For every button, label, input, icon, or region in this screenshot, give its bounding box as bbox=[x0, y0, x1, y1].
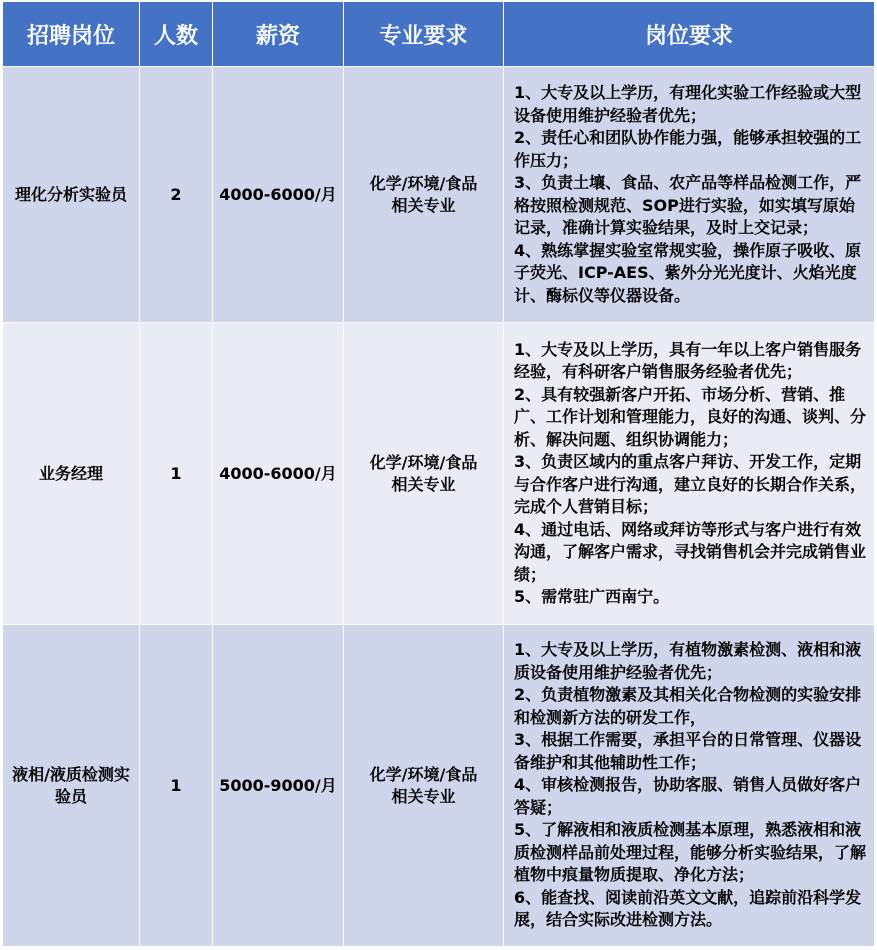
requirement-item: 5、了解液相和液质检测基本原理，熟悉液相和液质检测样品前处理过程，能够分析实验结果，了解植物中痕量物质提取、净化方法； bbox=[514, 820, 867, 885]
major-cell: 化学/环境/食品相关专业 bbox=[344, 323, 504, 625]
count-cell: 2 bbox=[140, 67, 213, 323]
table-row bbox=[3, 67, 875, 323]
requirement-item: 4、审核检测报告，协助客服、销售人员做好客户答疑； bbox=[514, 775, 862, 817]
count-cell: 1 bbox=[140, 625, 213, 947]
requirement-item: 4、熟练掌握实验室常规实验，操作原子吸收、原子荧光、ICP-AES、紫外分光光度计、火焰光度计、酶标仪等仪器设备。 bbox=[514, 240, 862, 305]
header-major: 专业要求 bbox=[344, 2, 504, 67]
header-row bbox=[3, 2, 875, 67]
header-position: 招聘岗位 bbox=[3, 2, 140, 67]
header-salary: 薪资 bbox=[213, 2, 344, 67]
requirement-item: 1、大专及以上学历，有理化实验工作经验或大型设备使用维护经验者优先； bbox=[514, 83, 862, 125]
count-cell: 1 bbox=[140, 323, 213, 625]
major-cell: 化学/环境/食品相关专业 bbox=[344, 625, 504, 947]
salary-cell: 4000-6000/月 bbox=[213, 67, 344, 323]
table-row bbox=[3, 625, 875, 947]
requirement-item: 2、负责植物激素及其相关化合物检测的实验安排和检测新方法的研发工作， bbox=[514, 685, 862, 727]
requirement-item: 2、责任心和团队协作能力强，能够承担较强的工作压力； bbox=[514, 128, 862, 170]
requirement-item: 1、大专及以上学历，有植物激素检测、液相和液质设备使用维护经验者优先； bbox=[514, 640, 862, 682]
position-cell: 液相/液质检测实验员 bbox=[3, 625, 140, 947]
recruitment-table bbox=[2, 1, 875, 947]
header-requirements: 岗位要求 bbox=[504, 2, 875, 67]
requirement-item: 6、能查找、阅读前沿英文文献，追踪前沿科学发展，结合实际改进检测方法。 bbox=[514, 887, 862, 930]
position-cell: 理化分析实验员 bbox=[3, 67, 140, 323]
requirement-item: 5、需常驻广西南宁。 bbox=[514, 587, 670, 606]
requirement-item: 3、根据工作需要，承担平台的日常管理、仪器设备维护和其他辅助性工作； bbox=[514, 730, 862, 772]
requirements-cell bbox=[504, 67, 875, 323]
requirement-item: 3、负责区域内的重点客户拜访、开发工作，定期与合作客户进行沟通，建立良好的长期合作关系，完成个人营销目标； bbox=[514, 452, 867, 516]
requirement-item: 3、负责土壤、食品、农产品等样品检测工作，严格按照检测规范、SOP进行实验，如实填写原始记录，准确计算实验结果，及时上交记录； bbox=[514, 173, 862, 237]
requirements-cell bbox=[504, 323, 875, 625]
requirements-cell bbox=[504, 625, 875, 947]
major-cell: 化学/环境/食品相关专业 bbox=[344, 67, 504, 323]
position-cell: 业务经理 bbox=[3, 323, 140, 625]
requirement-item: 2、具有较强新客户开拓、市场分析、营销、推广、工作计划和管理能力，良好的沟通、谈判、分析、解决问题、组织协调能力； bbox=[514, 384, 867, 449]
requirement-item: 1、大专及以上学历，具有一年以上客户销售服务经验，有科研客户销售服务经验者优先； bbox=[514, 339, 862, 381]
header-count: 人数 bbox=[140, 2, 213, 67]
requirement-item: 4、通过电话、网络或拜访等形式与客户进行有效沟通，了解客户需求，寻找销售机会并完成销售业绩； bbox=[514, 519, 867, 584]
salary-cell: 4000-6000/月 bbox=[213, 323, 344, 625]
table-row bbox=[3, 323, 875, 625]
salary-cell: 5000-9000/月 bbox=[213, 625, 344, 947]
